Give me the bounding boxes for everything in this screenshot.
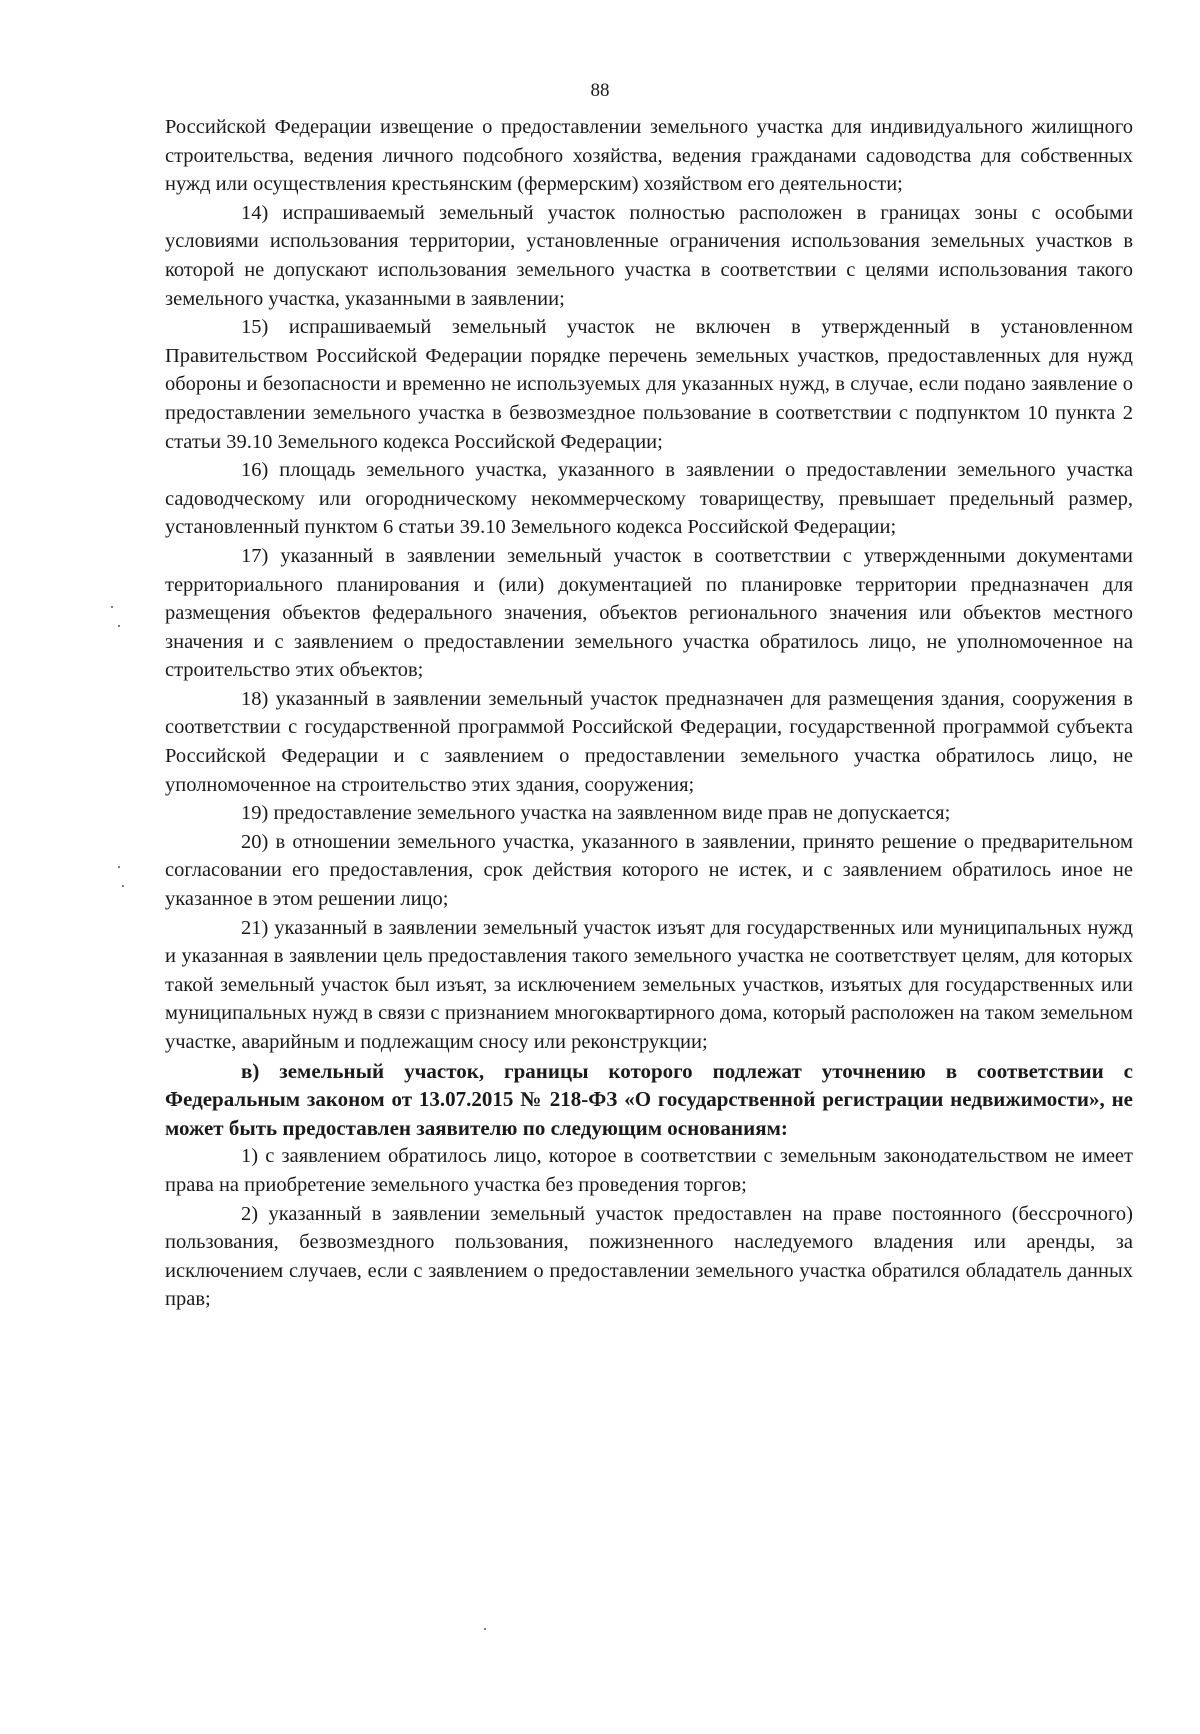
paragraph-item-15: 15) испрашиваемый земельный участок не включен в утвержденный в установленном Правительством Российской Федерации порядке перечень земельных участков, предоставленных для нужд обороны и безопасности и временно не используемых для указанных нужд, в случае, если подано заявление о предоставлении земельного участка в безвозмездное пользование в соответствии с подпунктом 10 пункта 2 статьи 39.10 Земельного кодекса Российской Федерации; (165, 316, 1133, 453)
paragraph-item-19: 19) предоставление земельного участка на заявленном виде прав не допускается; (241, 802, 951, 825)
paragraph-item-21: 21) указанный в заявлении земельный участок изъят для государственных или муниципальных нужд и указанная в заявлении цель предоставления такого земельного участка не соответствует целям, для которых такой земельный участок был изъят, за исключением земельных участков, изъятых для государственных или муниципальных нужд в связи с признанием многоквартирного дома, который расположен на таком земельном участке, аварийным и подлежащим сносу или реконструкции; (165, 916, 1133, 1053)
paragraph-item-v-2: 2) указанный в заявлении земельный участок предоставлен на праве постоянного (бессрочного) пользования, безвозмездного пользования, пожизненного наследуемого владения или аренды, за исключением случаев, если с заявлением о предоставлении земельного участка обратился обладатель данных прав; (165, 1202, 1133, 1311)
paragraph-item-18: 18) указанный в заявлении земельный участок предназначен для размещения здания, сооружения в соответствии с государственной программой Российской Федерации, государственной программой субъекта Российской Федерации и с заявлением о предоставлении земельного участка обратилось лицо, не уполномоченное на строительство этих здания, сооружения; (165, 687, 1133, 796)
scan-speck (118, 625, 120, 627)
scan-speck (118, 866, 120, 868)
page-number: 88 (590, 80, 610, 101)
scan-speck (122, 885, 124, 887)
paragraph-item-16: 16) площадь земельного участка, указанного в заявлении о предоставлении земельного участка садоводческому или огородническому некоммерческому товариществу, превышает предельный размер, установленный пунктом 6 статьи 39.10 Земельного кодекса Российской Федерации; (165, 459, 1133, 539)
section-heading-v: в) земельный участок, границы которого подлежат уточнению в соответствии с Федеральным законом от 13.07.2015 № 218-ФЗ «О государственной регистрации недвижимости», не может быть предоставлен заявителю по следующим основаниям: (165, 1058, 1133, 1140)
paragraph-item-v-1: 1) с заявлением обратилось лицо, которое в соответствии с земельным законодательством не имеет права на приобретение земельного участка без проведения торгов; (165, 1145, 1133, 1196)
paragraph-item-17: 17) указанный в заявлении земельный участок в соответствии с утвержденными документами территориального планирования и (или) документацией по планировке территории предназначен для размещения объектов федерального значения, объектов регионального значения или объектов местного значения и с заявлением о предоставлении земельного участка обратилось лицо, не уполномоченное на строительство этих объектов; (165, 544, 1133, 682)
paragraph-item-14: 14) испрашиваемый земельный участок полностью расположен в границах зоны с особыми условиями использования территории, установленные ограничения использования земельных участков в которой не допускают использования земельного участка в соответствии с целями использования такого земельного участка, указанными в заявлении; (165, 201, 1133, 310)
scan-speck (484, 1628, 486, 1630)
paragraph-continuation: Российской Федерации извещение о предоставлении земельного участка для индивидуального жилищного строительства, ведения личного подсобного хозяйства, ведения гражданами садоводства для собственных нужд или осуществления крестьянским (фермерским) хозяйством его деятельности; (165, 116, 1133, 196)
document-body (165, 113, 1133, 1314)
paragraph-item-20: 20) в отношении земельного участка, указанного в заявлении, принято решение о предварительном согласовании его предоставления, срок действия которого не истек, и с заявлением обратилось иное не указанное в этом решении лицо; (165, 830, 1133, 911)
scan-speck (111, 606, 113, 608)
